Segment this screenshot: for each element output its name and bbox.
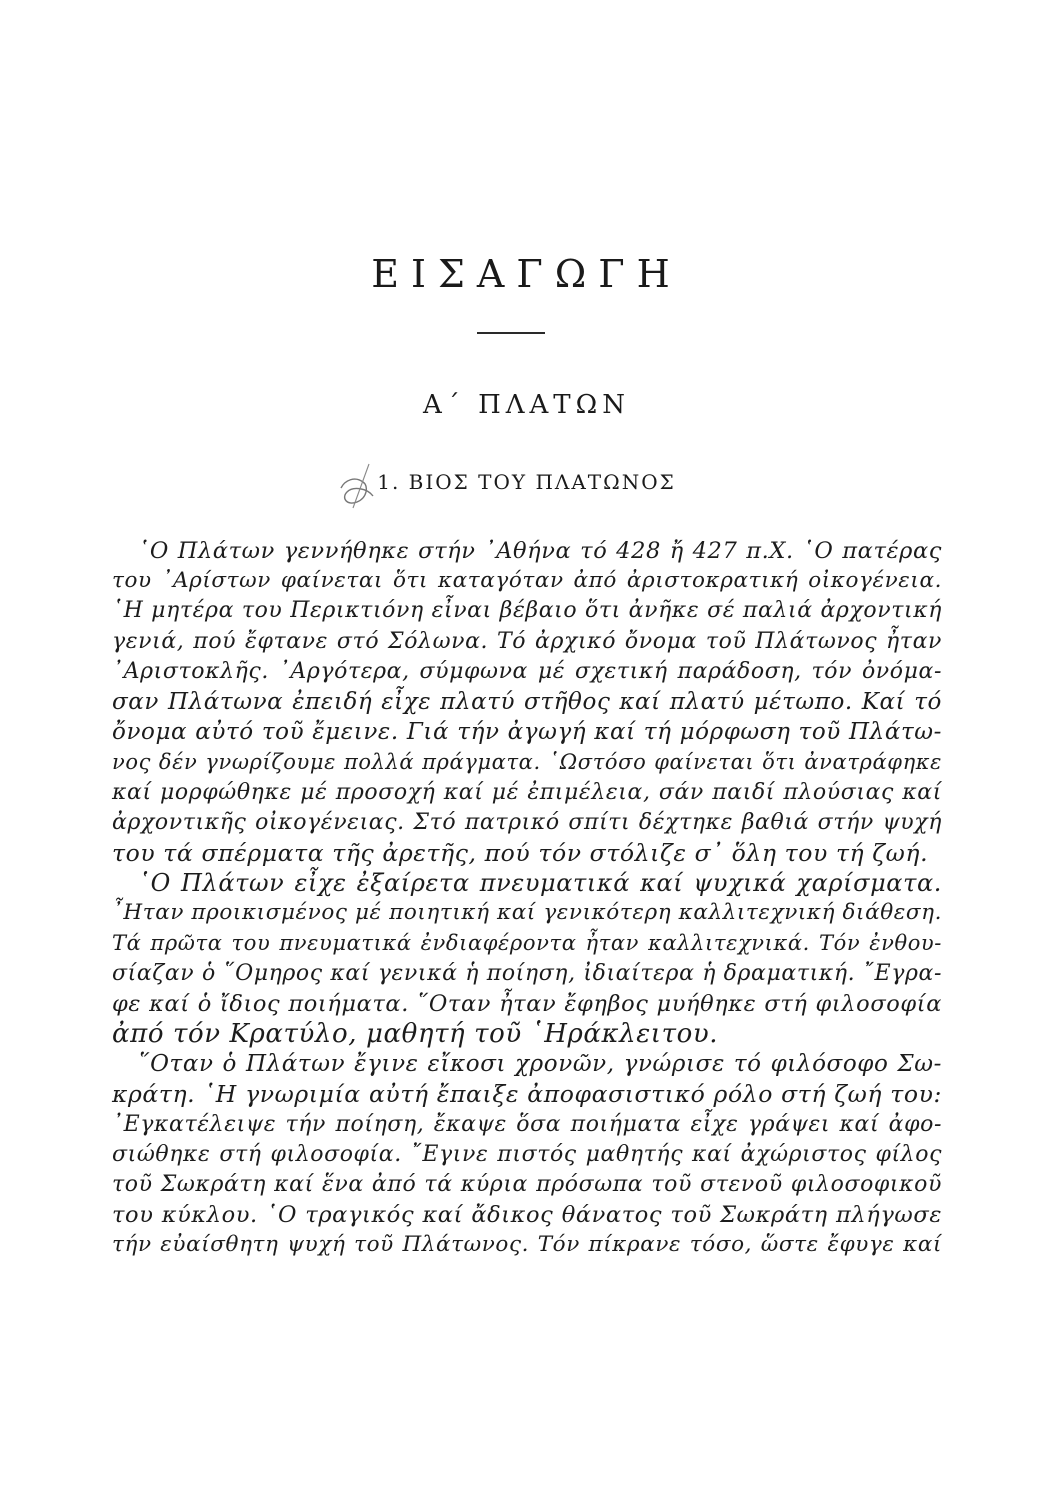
chapter-title: ΕΙΣΑΓΩΓΗ [371,252,682,296]
title-divider [477,332,545,334]
text-line: νος δέν γνωρίζουμε πολλά πράγματα. ῾Ωστόσο φαίνεται ὅτι ἀνατράφηκε [112,750,942,775]
text-line: γενιά, πού ἔφτανε στό Σόλωνα. Τό ἀρχικό ὄνομα τοῦ Πλάτωνος ἦταν [112,628,942,654]
text-line: ῾Η μητέρα του Περικτιόνη εἶναι βέβαιο ὅτι ἀνῆκε σέ παλιά ἀρχοντική [112,598,942,624]
text-line: του τά σπέρματα τῆς ἀρετῆς, πού τόν στόλιζε σ᾿ ὅλη του τή ζωή. [112,838,929,867]
section-heading: 1. ΒΙΟΣ ΤΟΥ ΠΛΑΤΩΝΟΣ [377,470,676,494]
text-line: καί μορφώθηκε μέ προσοχή καί μέ ἐπιμέλεια, σάν παιδί πλούσιας καί [112,779,942,805]
text-line: φε καί ὁ ἴδιος ποιήματα. ῞Οταν ἦταν ἔφηβος μυήθηκε στή φιλοσοφία [112,990,942,1017]
text-line: ᾿Εγκατέλειψε τήν ποίηση, ἔκαψε ὅσα ποιήματα εἶχε γράψει καί ἀφο- [112,1111,942,1137]
text-line: τήν εὐαίσθητη ψυχή τοῦ Πλάτωνος. Τόν πίκρανε τόσο, ὥστε ἔφυγε καί [112,1232,942,1258]
text-line: τοῦ Σωκράτη καί ἕνα ἀπό τά κύρια πρόσωπα τοῦ στενοῦ φιλοσοφικοῦ [112,1171,942,1197]
text-line: του ᾿Αρίστων φαίνεται ὅτι καταγόταν ἀπό ἀριστοκρατική οἰκογένεια. [112,568,942,594]
text-line: ἀπό τόν Κρατύλο, μαθητή τοῦ ῾Ηράκλειτου. [112,1019,719,1049]
text-line: του κύκλου. ῾Ο τραγικός καί ἄδικος θάνατος τοῦ Σωκράτη πλήγωσε [112,1202,942,1229]
text-line: ᾿Αριστοκλῆς. ᾿Αργότερα, σύμφωνα μέ σχετική παράδοση, τόν ὀνόμα- [112,658,942,684]
text-line: ἀρχοντικῆς οἰκογένειας. Στό πατρικό σπίτι δέχτηκε βαθιά στήν ψυχή [112,809,942,835]
text-line: ῾Ο Πλάτων εἶχε ἐξαίρετα πνευματικά καί ψυχικά χαρίσματα. [138,869,942,898]
text-line: ῞Οταν ὁ Πλάτων ἔγινε εἴκοσι χρονῶν, γνώρισε τό φιλόσοφο Σω- [138,1051,942,1078]
text-line: ὄνομα αὐτό τοῦ ἔμεινε. Γιά τήν ἀγωγή καί τή μόρφωση τοῦ Πλάτω- [112,719,942,746]
text-line: κράτη. ῾Η γνωριμία αὐτή ἔπαιξε ἀποφασιστικό ρόλο στή ζωή του: [112,1080,942,1109]
text-line: ῏Ηταν προικισμένος μέ ποιητική καί γενικότερη καλλιτεχνική διάθεση. [112,900,943,926]
text-line: σιώθηκε στή φιλοσοφία. ῎Εγινε πιστός μαθητής καί ἀχώριστος φίλος [112,1141,942,1167]
body-text [112,536,942,1261]
text-line: Τά πρῶτα του πνευματικά ἐνδιαφέροντα ἦταν καλλιτεχνικά. Τόν ἐνθου- [112,931,942,956]
part-title: Α΄ ΠΛΑΤΩΝ [423,390,630,420]
text-line: σίαζαν ὁ ῞Ομηρος καί γενικά ἡ ποίηση, ἰδιαίτερα ἡ δραματική. ῎Εγρα- [112,960,942,986]
text-line: σαν Πλάτωνα ἐπειδή εἶχε πλατύ στῆθος καί πλατύ μέτωπο. Καί τό [112,688,942,715]
text-line: ῾Ο Πλάτων γεννήθηκε στήν ᾿Αθήνα τό 428 ἤ 427 π.Χ. ῾Ο πατέρας [138,538,942,564]
